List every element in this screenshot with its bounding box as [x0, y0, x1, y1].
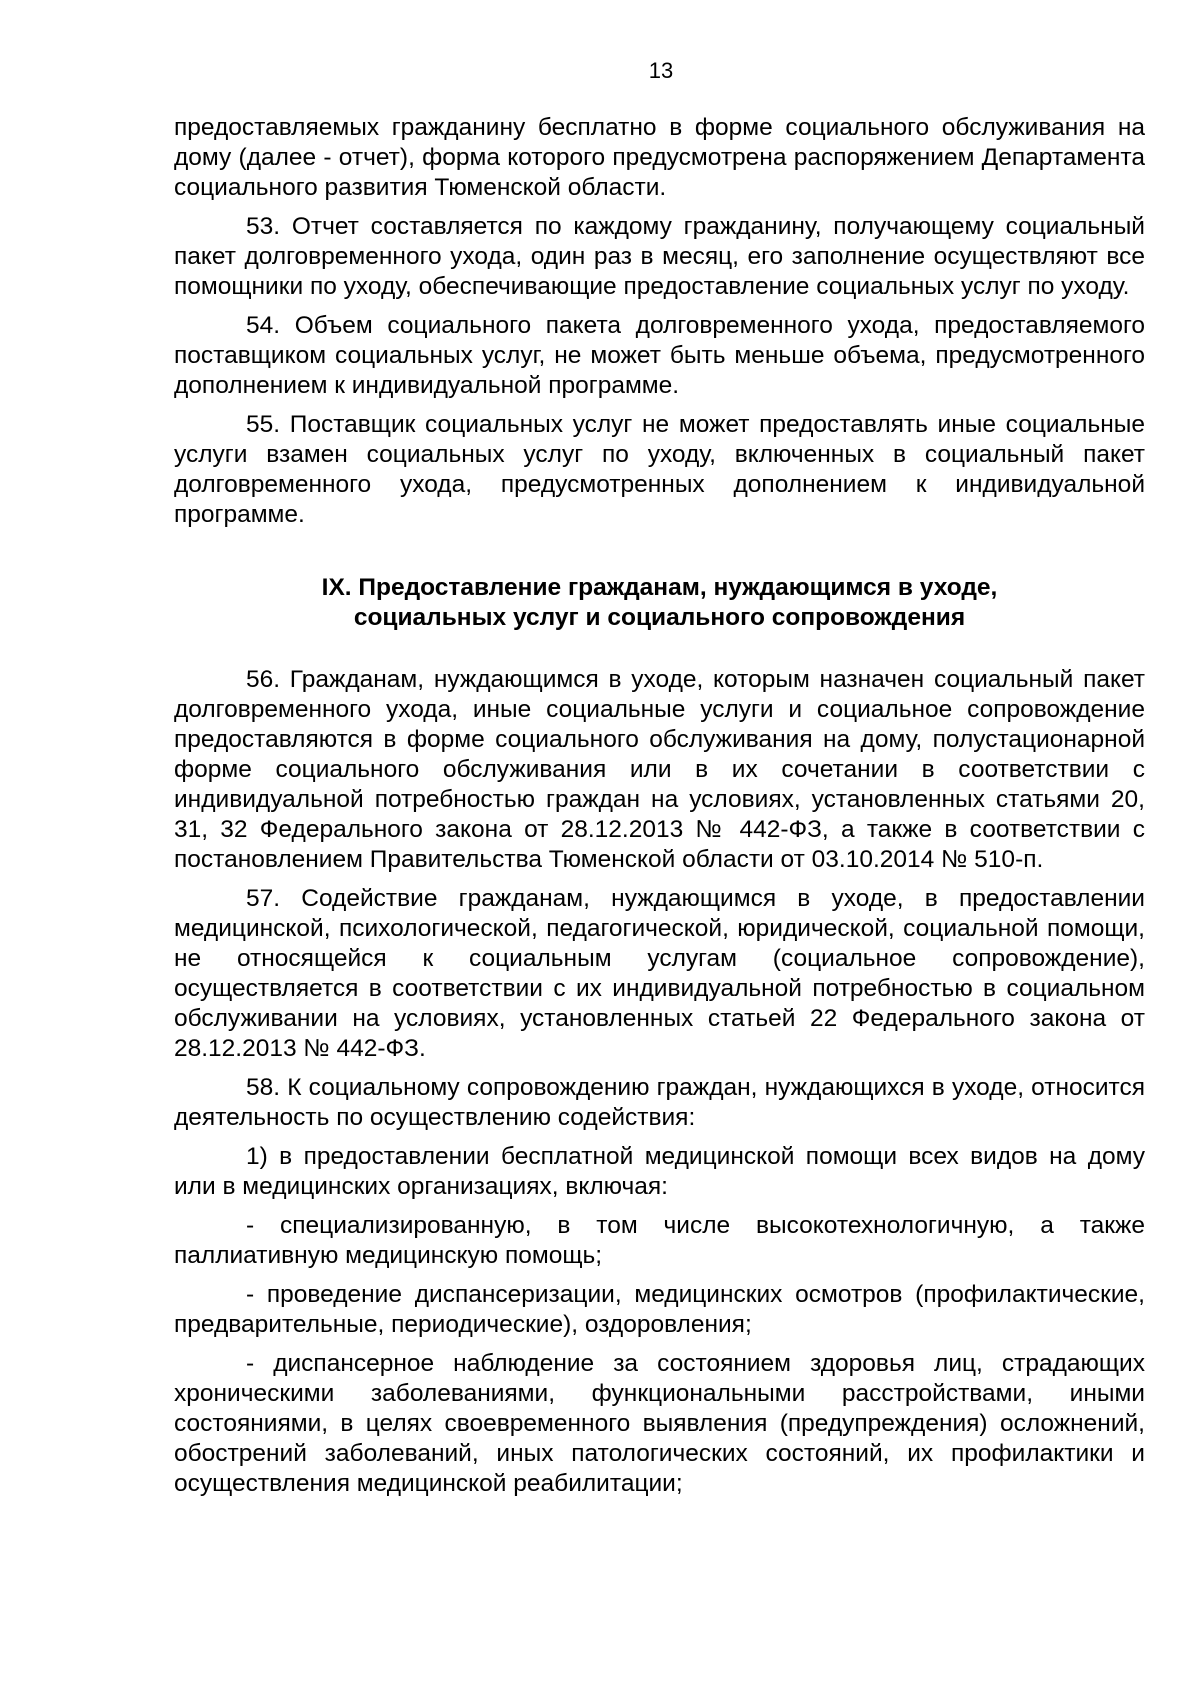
- list-subitem-specialized-care: - специализированную, в том числе высокотехнологичную, а также паллиативную медицинскую помощь;: [174, 1212, 1145, 1269]
- paragraph-57: 57. Содействие гражданам, нуждающимся в уходе, в предоставлении медицинской, психологической, педагогической, юридической, социальной помощи, не относящейся к социальным услугам (социальное сопровождение), осуществляется в соответствии с их индивидуальной потребностью в социальном обслуживании на условиях, установленных статьей 22 Федерального закона от 28.12.2013 № 442-ФЗ.: [174, 885, 1145, 1062]
- paragraph-56: 56. Гражданам, нуждающимся в уходе, которым назначен социальный пакет долговременного ухода, иные социальные услуги и социальное сопровождение предоставляются в форме социального обслуживания на дому, полустационарной форме социального обслуживания или в их сочетании в соответствии с индивидуальной потребностью граждан на условиях, установленных статьями 20, 31, 32 Федерального закона от 28.12.2013 № 442-ФЗ, а также в соответствии с постановлением Правительства Тюменской области от 03.10.2014 № 510-п.: [174, 666, 1145, 873]
- list-item-1: 1) в предоставлении бесплатной медицинской помощи всех видов на дому или в медицинских организациях, включая:: [174, 1143, 1145, 1200]
- document-body: [174, 113, 1145, 1508]
- section-heading: [174, 573, 1145, 633]
- paragraph-58: 58. К социальному сопровождению граждан, нуждающихся в уходе, относится деятельность по осуществлению содействия:: [174, 1074, 1145, 1131]
- section-heading-line-2: социальных услуг и социального сопровождения: [353, 604, 966, 631]
- list-subitem-dispensarization: - проведение диспансеризации, медицинских осмотров (профилактические, предварительные, периодические), оздоровления;: [174, 1281, 1145, 1338]
- paragraph-53: 53. Отчет составляется по каждому гражданину, получающему социальный пакет долговременного ухода, один раз в месяц, его заполнение осуществляют все помощники по уходу, обеспечивающие предоставление социальных услуг по уходу.: [174, 213, 1145, 300]
- paragraph-54: 54. Объем социального пакета долговременного ухода, предоставляемого поставщиком социальных услуг, не может быть меньше объема, предусмотренного дополнением к индивидуальной программе.: [174, 312, 1145, 399]
- paragraph: предоставляемых гражданину бесплатно в форме социального обслуживания на дому (далее - отчет), форма которого предусмотрена распоряжением Департамента социального развития Тюменской области.: [174, 114, 1145, 201]
- list-subitem-dispensary-observation: - диспансерное наблюдение за состоянием здоровья лиц, страдающих хроническими заболеваниями, функциональными расстройствами, иными состояниями, в целях своевременного выявления (предупреждения) осложнений, обострений заболеваний, иных патологических состояний, их профилактики и осуществления медицинской реабилитации;: [174, 1350, 1145, 1497]
- paragraph-55: 55. Поставщик социальных услуг не может предоставлять иные социальные услуги взамен социальных услуг по уходу, включенных в социальный пакет долговременного ухода, предусмотренных дополнением к индивидуальной программе.: [174, 411, 1145, 528]
- section-heading-line-1: IX. Предоставление гражданам, нуждающимся в уходе,: [321, 574, 998, 601]
- page-number: 13: [648, 58, 674, 83]
